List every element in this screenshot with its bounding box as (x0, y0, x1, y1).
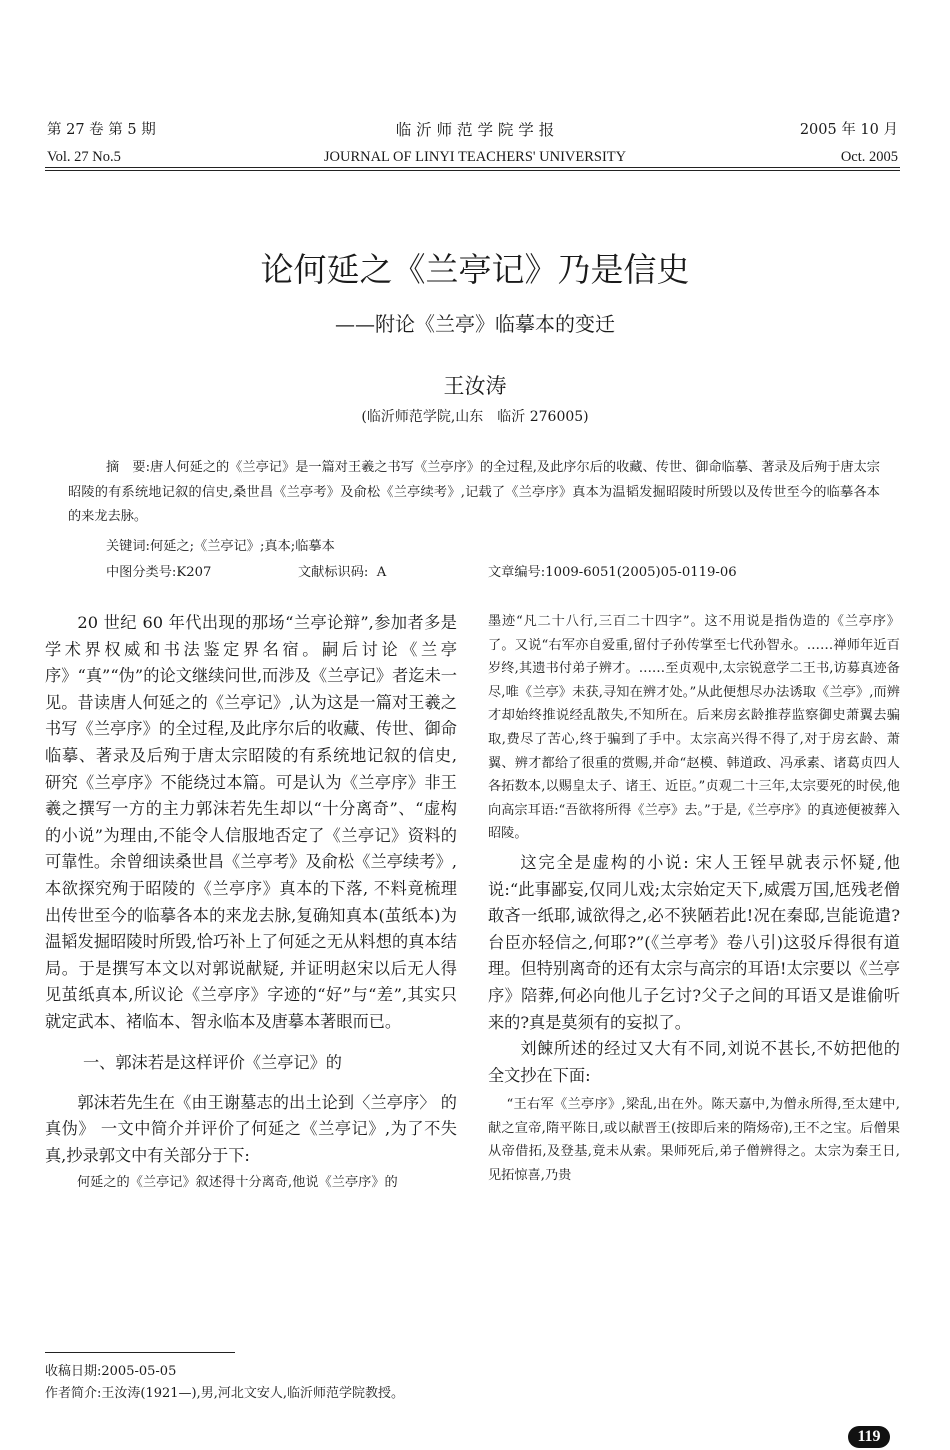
abstract-label: 摘 要: (106, 460, 151, 475)
liu-su-paragraph: 刘餗所述的经过又大有不同,刘说不甚长,不妨把他的全文抄在下面: (488, 1039, 900, 1085)
left-column (45, 610, 457, 1195)
author-bio-text: 王汝涛(1921—),男,河北文安人,临沂师范学院教授。 (101, 1386, 405, 1401)
article-title: 论何延之《兰亭记》乃是信史 (260, 250, 690, 289)
quote-block-right (488, 610, 900, 846)
abstract (68, 456, 880, 530)
header-date-cn: 2005 年 10 月 (799, 122, 898, 138)
article-affiliation: (临沂师范学院,山东 临沂 276005) (361, 409, 589, 425)
clc-label: 中图分类号: (106, 565, 177, 580)
doc-label: 文献标识码: (298, 565, 369, 580)
received-label: 收稿日期: (45, 1364, 102, 1379)
quote1-continued: 墨迹“凡二十八行,三百二十四字”。这不用说是指伪造的《兰亭序》了。又说“右军亦自爱重,留付子孙传掌至七代孙智永。……禅师年近百岁终,其遗书付弟子辨才。……至贞观中,太宗锐意学二王书,访募真迹备尽,唯《兰亭》未获,寻知在辨才处。”从此便想尽办法诱取《兰亭》,而辨才却始终推说经乱散失,不知所在。后来房玄龄推荐监察御史萧翼去骗取,费尽了苦心,终于骗到了手中。太宗高兴得不得了,对于房玄龄、萧翼、辨才都给了很重的赏赐,并命“赵模、韩道政、冯承素、诸葛贞四人各拓数本,以赐皇太子、诸王、近臣。”贞观二十三年,太宗要死的时侯,他向高宗耳语:“吾欲将所得《兰亭》去。”于是,《兰亭序》的真迹便被葬入昭陵。 (488, 614, 900, 842)
header-journal-cn: 临 沂 师 范 学 院 学 报 (395, 121, 555, 139)
header-journal-en: JOURNAL OF LINYI TEACHERS' UNIVERSITY (323, 149, 627, 165)
keywords-label: 关键词: (106, 539, 151, 554)
quote1-start: 何延之的《兰亭记》叙述得十分离奇,他说《兰亭序》的 (77, 1175, 398, 1191)
doc-value: A (376, 565, 387, 580)
quote-block-left (45, 1171, 457, 1195)
received-value: 2005-05-05 (101, 1364, 177, 1379)
section1-paragraph: 郭沫若先生在《由王谢墓志的出土论到〈兰亭序〉 的真伪》 一文中简介并评价了何延之《兰亭记》,为了不失真,抄录郭文中有关部分于下: (45, 1092, 457, 1165)
header-rule-bottom (45, 170, 900, 171)
article-number (488, 561, 737, 585)
abstract-text: 唐人何延之的《兰亭记》是一篇对王羲之书写《兰亭序》的全过程,及此序尔后的收藏、传世、御命临摹、著录及后殉于唐太宗昭陵的有系统地记叙的信史,桑世昌《兰亭考》及俞松《兰亭续考》,记载了《兰亭序》真本为温韬发掘昭陵时所毁以及传世至今的临摹各本的来龙去脉。 (68, 460, 880, 524)
document-code (298, 561, 386, 585)
header-date-en: Oct. 2005 (840, 149, 898, 165)
article-author: 王汝涛 (443, 374, 507, 398)
clc-value: K207 (176, 565, 212, 580)
keywords-text: 何延之;《兰亭记》;真本;临摹本 (150, 539, 335, 554)
footnote-rule (45, 1352, 235, 1353)
quote2-text: “王右军《兰亭序》,梁乱,出在外。陈天嘉中,为僧永所得,至太建中,献之宣帝,隋平陈日,或以献晋王(按即后来的隋炀帝),王不之宝。后僧果从帝借拓,及登基,竟未从索。果师死后,弟子僧辨得之。太宗为秦王日,见拓惊喜,乃贵 (488, 1097, 900, 1184)
header-volume-en: Vol. 27 No.5 (47, 149, 121, 165)
article-no-value: 1009-6051(2005)05-0119-06 (545, 565, 737, 580)
critique-paragraph: 这完全是虚构的小说: 宋人王铚早就表示怀疑,他说:“此事鄙妄,仅同儿戏;太宗始定天下,威震万国,尪残老僧敢吝一纸耶,诚欲得之,必不狭陋若此!况在秦邸,岂能诡遣?台臣亦轻信之,何耶?”(《兰亭考》卷八引)这驳斥得很有道理。但特别离奇的还有太宗与高宗的耳语!太宗要以《兰亭序》陪葬,何必向他儿子乞讨?父子之间的耳语又是谁偷听来的?真是莫须有的妄拟了。 (488, 852, 900, 1032)
intro-paragraph: 20 世纪 60 年代出现的那场“兰亭论辩”,参加者多是学术界权威和书法鉴定界名宿。嗣后讨论《兰亭序》“真”“伪”的论文继续问世,而涉及《兰亭记》者迄未一见。昔读唐人何延之的《兰亭记》,认为这是一篇对王羲之书写《兰亭序》的全过程,及此序尔后的收藏、传世、御命临摹、著录及后殉于唐太宗昭陵的有系统地记叙的信史, 研究《兰亭序》不能绕过本篇。可是认为《兰亭序》非王羲之撰写一方的主力郭沫若先生却以“十分离奇”、“虚构的小说”为理由,不能令人信服地否定了《兰亭记》资料的可靠性。余曾细读桑世昌《兰亭考》及俞松《兰亭续考》,本欲探究殉于昭陵的《兰亭序》真本的下落, 不料竟梳理出传世至今的临摹各本的来龙去脉,复确知真本(茧纸本)为温韬发掘昭陵时所毁,恰巧补上了何延之无从料想的真本结局。于是撰写本文以对郭说献疑, 并证明赵宋以后无人得见茧纸真本,所议论《兰亭序》字迹的“好”与“差”,其实只就定武本、褚临本、智永临本及唐摹本著眼而已。 (45, 613, 457, 1031)
section-heading-1: 一、郭沫若是这样评价《兰亭记》的 (83, 1052, 342, 1072)
header-volume-cn: 第 27 卷 第 5 期 (47, 122, 156, 138)
clc-number (106, 561, 211, 585)
author-bio (45, 1384, 404, 1403)
received-date (45, 1362, 176, 1381)
header-rule-top (45, 167, 900, 168)
author-bio-label: 作者简介: (45, 1386, 102, 1401)
article-no-label: 文章编号: (488, 565, 546, 580)
page-number: 119 (848, 1426, 890, 1448)
right-column (488, 610, 900, 1188)
quote-block-2 (488, 1093, 900, 1187)
article-subtitle: ——附论《兰亭》临摹本的变迁 (335, 312, 615, 336)
keywords (106, 535, 335, 559)
